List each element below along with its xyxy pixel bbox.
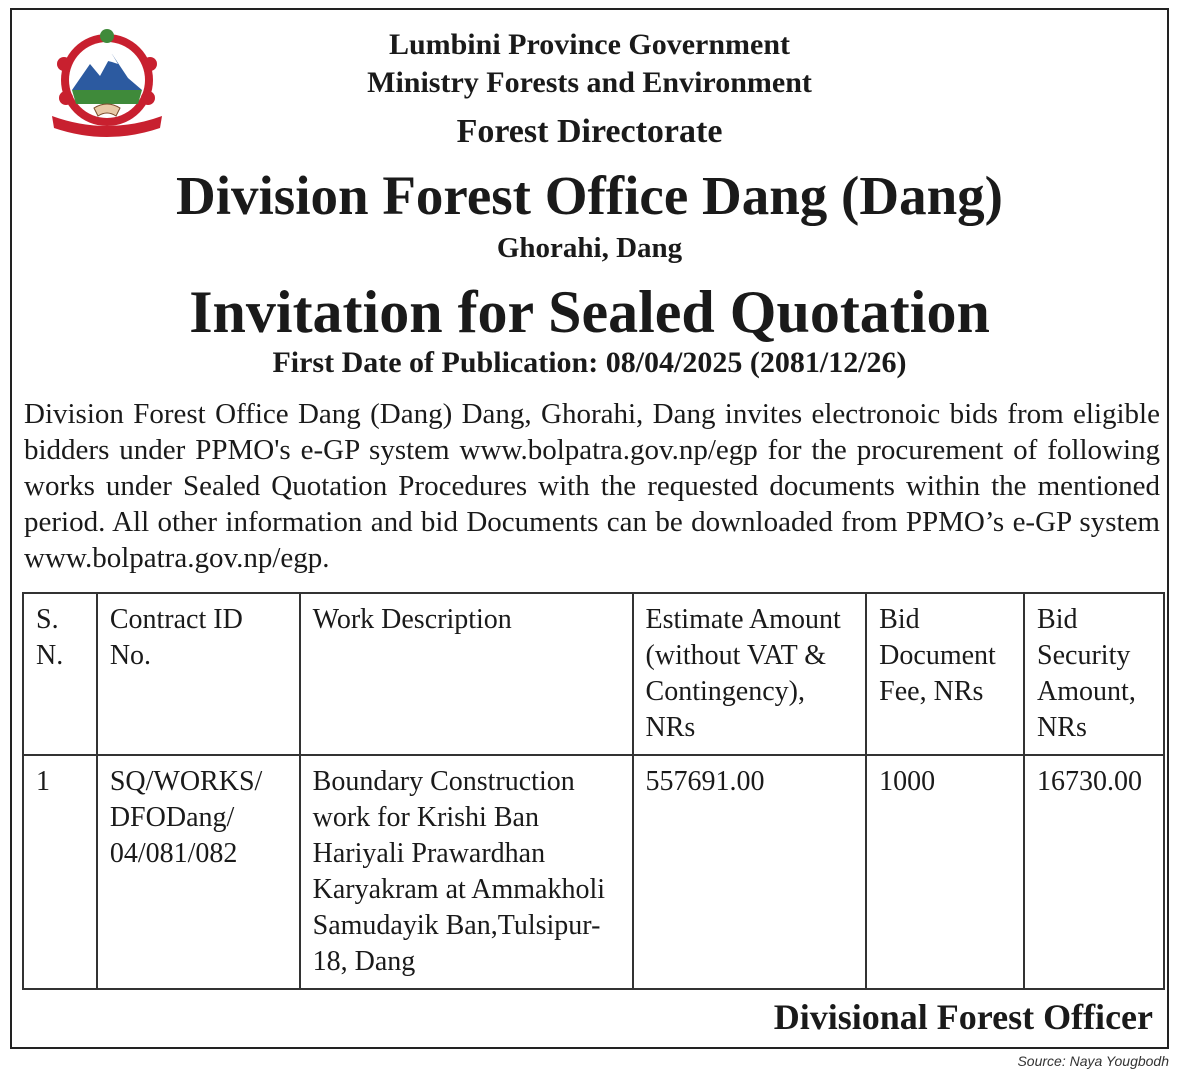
notice-title: Invitation for Sealed Quotation [189, 279, 990, 345]
cell-work-description: Boundary Construction work for Krishi Ban Hariyali Prawardhan Karyakram at Ammakholi Samudayik Ban,Tulsipur-18, Dang [300, 755, 633, 989]
office-name: Division Forest Office Dang (Dang) [176, 165, 1003, 226]
directorate-name: Forest Directorate [456, 113, 723, 150]
column-header-bid-document-fee: Bid Document Fee, NRs [866, 593, 1024, 755]
cell-contract-id: SQ/WORKS/ DFODang/ 04/081/082 [97, 755, 300, 989]
column-header-work-description: Work Description [300, 593, 633, 755]
table-header-row [23, 593, 1164, 755]
cell-bid-document-fee: 1000 [866, 755, 1024, 989]
cell-bid-security: 16730.00 [1024, 755, 1164, 989]
column-header-bid-security: Bid Security Amount, NRs [1024, 593, 1164, 755]
ministry-name: Ministry Forests and Environment [367, 66, 812, 99]
signatory: Divisional Forest Officer [773, 997, 1153, 1037]
government-name: Lumbini Province Government [388, 28, 791, 61]
column-header-estimate-amount: Estimate Amount (without VAT & Contingency), NRs [633, 593, 867, 755]
table-row [23, 755, 1164, 989]
source-credit: Source: Naya Yougbodh [1017, 1053, 1169, 1069]
office-address: Ghorahi, Dang [496, 232, 683, 264]
column-header-sn: S. N. [23, 593, 97, 755]
publication-date: First Date of Publication: 08/04/2025 (2081/12/26) [272, 346, 907, 379]
column-header-contract-id: Contract ID No. [97, 593, 300, 755]
tender-notice [10, 8, 1169, 1049]
bid-table [22, 592, 1165, 990]
cell-estimate-amount: 557691.00 [633, 755, 867, 989]
intro-paragraph: Division Forest Office Dang (Dang) Dang, Ghorahi, Dang invites electronoic bids from eligible bidders under PPMO's e-GP system www.bolpatra.gov.np/egp for the procurement of following works under Sealed Quotation Procedures with the requested documents within the mentioned period. All other information and bid Documents can be downloaded from PPMO’s e-GP system www.bolpatra.gov.np/egp. [24, 398, 1160, 574]
cell-sn: 1 [23, 755, 97, 989]
